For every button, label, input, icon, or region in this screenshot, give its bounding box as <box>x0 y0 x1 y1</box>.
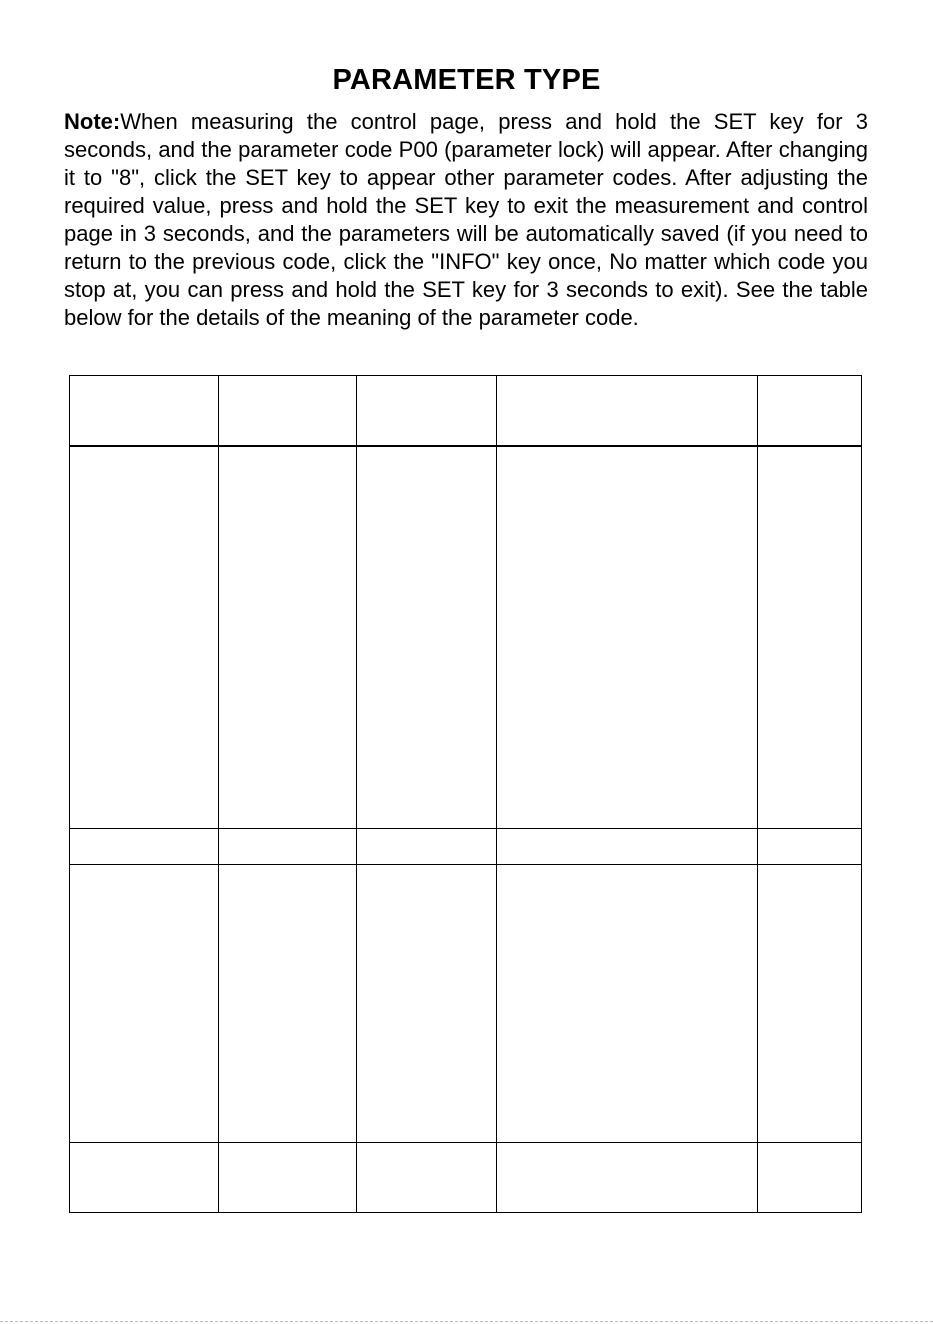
table-header-cell <box>219 376 357 446</box>
table-cell <box>497 446 758 829</box>
page-bottom-border <box>0 1321 933 1322</box>
table-row <box>70 865 862 1143</box>
table-header-cell <box>758 376 862 446</box>
table-cell <box>497 829 758 865</box>
table-cell <box>219 446 357 829</box>
table-cell <box>219 829 357 865</box>
table-cell <box>357 446 497 829</box>
table-header-cell <box>497 376 758 446</box>
table-header-cell <box>70 376 219 446</box>
table-cell <box>219 1143 357 1213</box>
table-cell <box>357 1143 497 1213</box>
note-label: Note: <box>64 109 121 134</box>
table-header-cell <box>357 376 497 446</box>
table-cell <box>70 829 219 865</box>
table-cell <box>70 865 219 1143</box>
table-header-row <box>70 376 862 446</box>
table-cell <box>758 1143 862 1213</box>
table-cell <box>497 1143 758 1213</box>
parameter-table <box>69 375 862 1213</box>
table-cell <box>70 1143 219 1213</box>
table-row <box>70 829 862 865</box>
note-paragraph <box>64 108 868 332</box>
table-cell <box>357 829 497 865</box>
table-row <box>70 1143 862 1213</box>
table-cell <box>758 446 862 829</box>
table-row <box>70 446 862 829</box>
table-cell <box>758 829 862 865</box>
table-cell <box>758 865 862 1143</box>
table-cell <box>70 446 219 829</box>
page-title: PARAMETER TYPE <box>332 64 601 96</box>
table-cell <box>497 865 758 1143</box>
note-text: When measuring the control page, press and hold the SET key for 3 seconds, and the parameter code P00 (parameter lock) will appear. After changing it to "8", click the SET key to appear other parameter codes. After adjusting the required value, press and hold the SET key to exit the measurement and control page in 3 seconds, and the parameters will be automatically saved (if you need to return to the previous code, click the "INFO" key once, No matter which code you stop at, you can press and hold the SET key for 3 seconds to exit). See the table below for the details of the meaning of the parameter code. <box>64 109 868 330</box>
table-cell <box>357 865 497 1143</box>
table-cell <box>219 865 357 1143</box>
